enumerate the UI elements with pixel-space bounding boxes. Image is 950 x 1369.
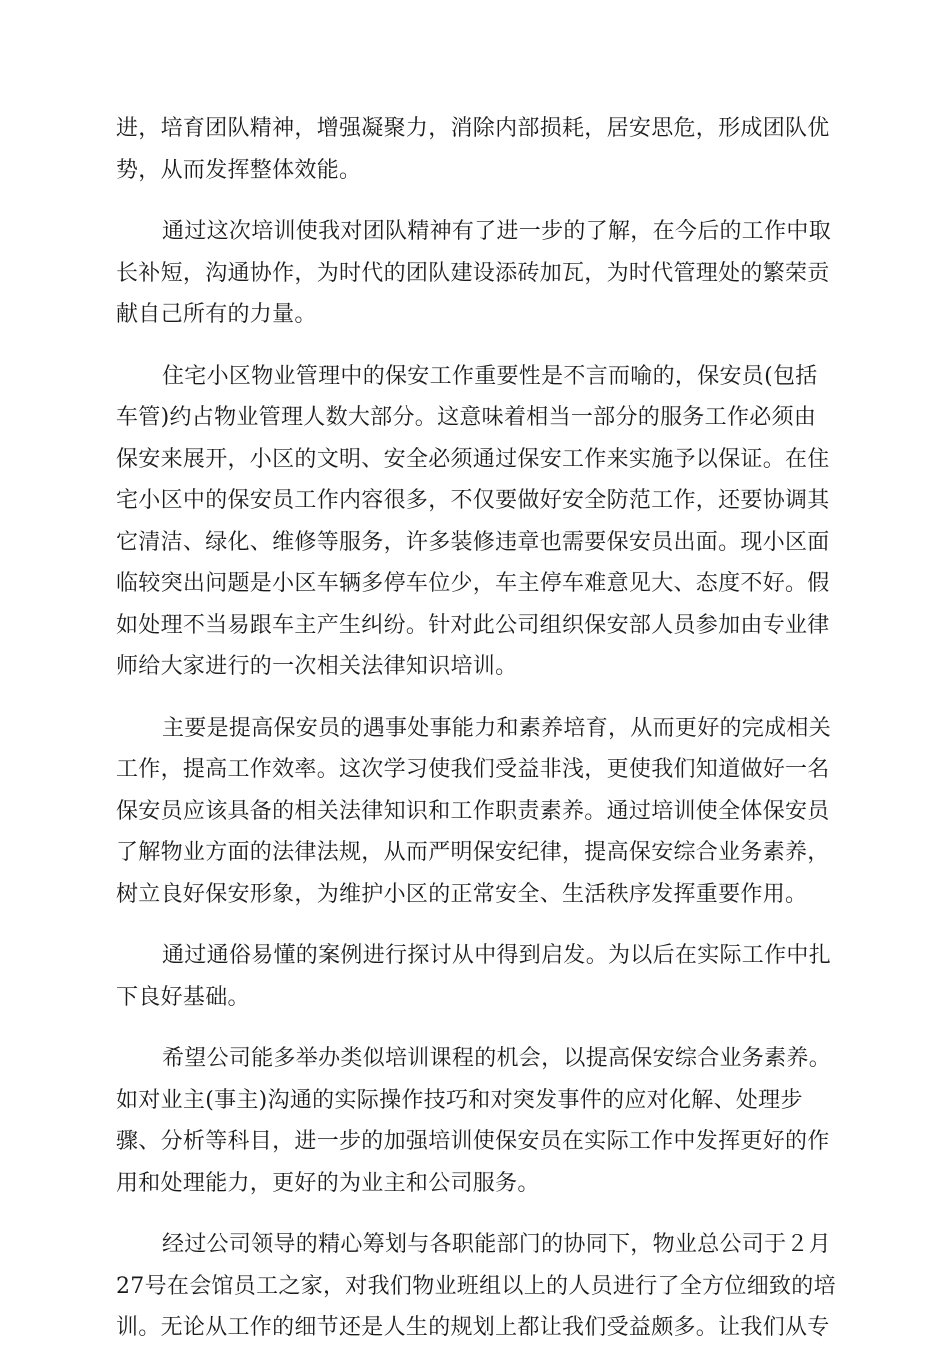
text-line: 师给大家进行的一次相关法律知识培训。 xyxy=(116,654,518,679)
text-line: 保安员应该具备的相关法律知识和工作职责素养。通过培训使全体保安员 xyxy=(116,798,830,824)
document-page xyxy=(116,108,836,1369)
text-line: 住宅小区物业管理中的保安工作重要性是不言而喻的，保安员(包括 xyxy=(162,363,818,389)
text-line: 主要是提高保安员的遇事处事能力和素养培育，从而更好的完成相关 xyxy=(162,715,832,741)
paragraph-2 xyxy=(116,211,836,336)
text-line: 它清洁、绿化、维修等服务，许多装修违章也需要保安员出面。现小区面 xyxy=(116,529,830,555)
text-line: 用和处理能力，更好的为业主和公司服务。 xyxy=(116,1170,540,1196)
text-line: 通过通俗易懂的案例进行探讨从中得到启发。为以后在实际工作中扎 xyxy=(162,943,832,968)
text-line: 了解物业方面的法律法规，从而严明保安纪律，提高保安综合业务素养， xyxy=(116,840,830,865)
paragraph-3 xyxy=(116,356,836,688)
text-line: 下良好基础。 xyxy=(116,984,250,1010)
paragraph-5 xyxy=(116,935,836,1018)
text-line: 进，培育团队精神，增强凝聚力，消除内部损耗，居安思危，形成团队优 xyxy=(116,116,830,141)
text-line: 如对业主(事主)沟通的实际操作技巧和对突发事件的应对化解、处理步 xyxy=(116,1087,803,1113)
paragraph-4 xyxy=(116,708,836,916)
text-line: 希望公司能多举办类似培训课程的机会，以提高保安综合业务素养。 xyxy=(162,1046,832,1071)
text-line: 势，从而发挥整体效能。 xyxy=(116,157,362,183)
text-line: 训。无论从工作的细节还是人生的规划上都让我们受益颇多。让我们从专 xyxy=(116,1315,830,1340)
text-line: 27号在会馆员工之家，对我们物业班组以上的人员进行了全方位细致的培 xyxy=(116,1273,836,1299)
paragraph-7 xyxy=(116,1224,836,1349)
text-line: 车管)约占物业管理人数大部分。这意味着相当一部分的服务工作必须由 xyxy=(116,405,817,430)
text-line: 长补短，沟通协作，为时代的团队建设添砖加瓦，为时代管理处的繁荣贡 xyxy=(116,260,830,286)
text-line: 献自己所有的力量。 xyxy=(116,302,317,327)
text-line: 经过公司领导的精心筹划与各职能部门的协同下，物业总公司于２月 xyxy=(162,1232,832,1257)
text-line: 骤、分析等科目，进一步的加强培训使保安员在实际工作中发挥更好的作 xyxy=(116,1129,830,1154)
text-line: 临较突出问题是小区车辆多停车位少，车主停车难意见大、态度不好。假 xyxy=(116,571,830,596)
text-line: 通过这次培训使我对团队精神有了进一步的了解，在今后的工作中取 xyxy=(162,219,832,244)
text-line: 宅小区中的保安员工作内容很多，不仅要做好安全防范工作，还要协调其 xyxy=(116,488,830,513)
text-line: 保安来展开，小区的文明、安全必须通过保安工作来实施予以保证。在住 xyxy=(116,446,830,472)
text-line: 如处理不当易跟车主产生纠纷。针对此公司组织保安部人员参加由专业律 xyxy=(116,612,830,638)
text-line: 树立良好保安形象，为维护小区的正常安全、生活秩序发挥重要作用。 xyxy=(116,881,808,907)
text-line: 工作，提高工作效率。这次学习使我们受益非浅，更使我们知道做好一名 xyxy=(116,757,830,782)
paragraph-6 xyxy=(116,1038,836,1204)
paragraph-1 xyxy=(116,108,836,191)
